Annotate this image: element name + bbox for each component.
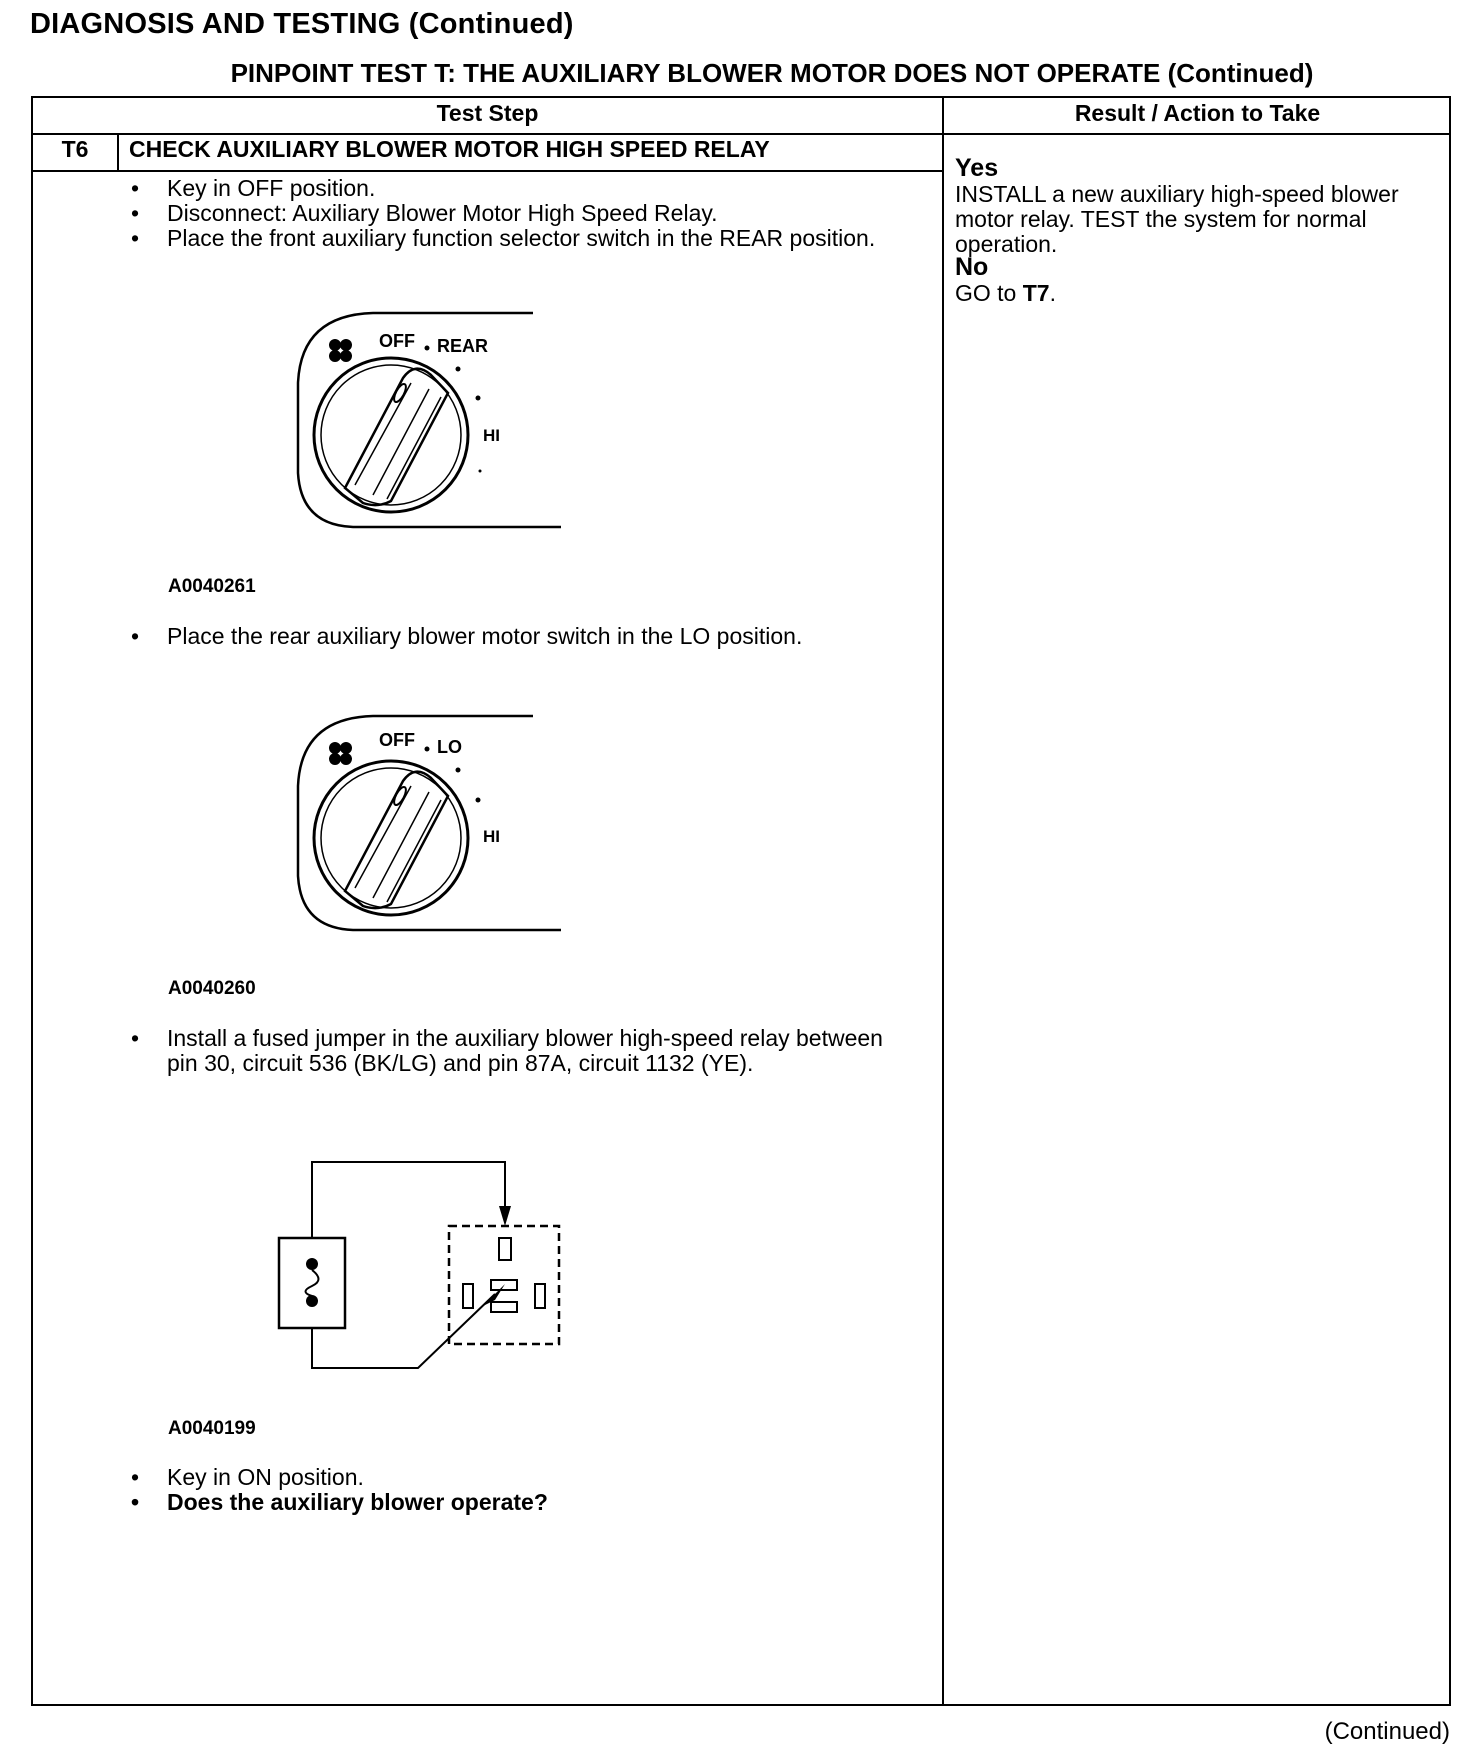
label-lo: LO (437, 737, 462, 757)
fan-icon (329, 742, 352, 765)
step-item: • Install a fused jumper in the auxiliary blower high-speed relay between pin 30, circuit 536 (BK/LG) and pin 87A, circuit 1132 (YE). (127, 1026, 917, 1076)
page-heading: DIAGNOSIS AND TESTING (Continued) (30, 8, 574, 40)
step-list-4 (127, 1465, 917, 1515)
result-no-text (955, 281, 1445, 306)
figure-code: A0040260 (168, 978, 256, 999)
step-question: • Does the auxiliary blower operate? (127, 1490, 917, 1515)
pinpoint-test-title (0, 58, 1472, 89)
fan-icon (329, 339, 352, 362)
selector-knob (314, 761, 468, 915)
column-header-test-step: Test Step (436, 100, 539, 126)
detent-dot (425, 346, 430, 351)
step-item: • Place the rear auxiliary blower motor switch in the LO position. (127, 624, 917, 649)
pinpoint-test-table (31, 96, 1451, 1706)
step-title-rule (33, 170, 942, 172)
result-no-label: No (955, 253, 989, 281)
jumper-probe-tip (499, 1206, 511, 1226)
label-hi: HI (483, 426, 500, 445)
pinpoint-test-title-text: PINPOINT TEST T: THE AUXILIARY BLOWER MOTOR DOES NOT OPERATE (Continued) (230, 58, 1314, 88)
step-list-3 (127, 1026, 917, 1076)
result-yes-text: INSTALL a new auxiliary high-speed blower motor relay. TEST the system for normal operation. (955, 181, 1399, 257)
result-no (955, 253, 1445, 306)
step-list-2 (127, 624, 917, 649)
step-id-divider (117, 133, 119, 170)
detent-dot (425, 747, 430, 752)
result-yes (955, 154, 1445, 257)
step-item: • Disconnect: Auxiliary Blower Motor High Speed Relay. (127, 201, 917, 226)
figure-code: A0040199 (168, 1418, 256, 1439)
result-yes-label: Yes (955, 154, 999, 182)
detent-dot (456, 768, 461, 773)
header-rule (33, 133, 1449, 135)
step-item: • Key in ON position. (127, 1465, 917, 1490)
label-hi: HI (483, 827, 500, 846)
step-list-1 (127, 176, 917, 251)
detent-dot (476, 396, 481, 401)
fuse-icon (279, 1238, 345, 1328)
result-no-prefix: GO to (955, 280, 1023, 306)
step-item: • Key in OFF position. (127, 176, 917, 201)
label-rear: REAR (437, 336, 489, 356)
step-title: CHECK AUXILIARY BLOWER MOTOR HIGH SPEED RELAY (129, 136, 770, 162)
continued-footer: (Continued) (1324, 1718, 1450, 1745)
label-off: OFF (379, 331, 415, 351)
detent-dot (476, 798, 481, 803)
column-header-result: Result / Action to Take (1074, 100, 1321, 126)
go-to-step-link[interactable]: T7 (1022, 280, 1050, 306)
column-divider (942, 98, 944, 1704)
jumper-wire (312, 1294, 495, 1368)
result-no-suffix: . (1049, 280, 1056, 306)
selector-knob (314, 358, 468, 512)
detent-dot (456, 367, 461, 372)
label-off: OFF (379, 730, 415, 750)
selector-switch-rear-figure (283, 303, 593, 533)
step-id: T6 (61, 136, 89, 162)
detent-dot (479, 470, 482, 473)
figure-code: A0040261 (168, 576, 256, 597)
fused-jumper-diagram (273, 1156, 593, 1386)
step-item: • Place the front auxiliary function selector switch in the REAR position. (127, 226, 917, 251)
blower-switch-lo-figure (283, 706, 593, 936)
